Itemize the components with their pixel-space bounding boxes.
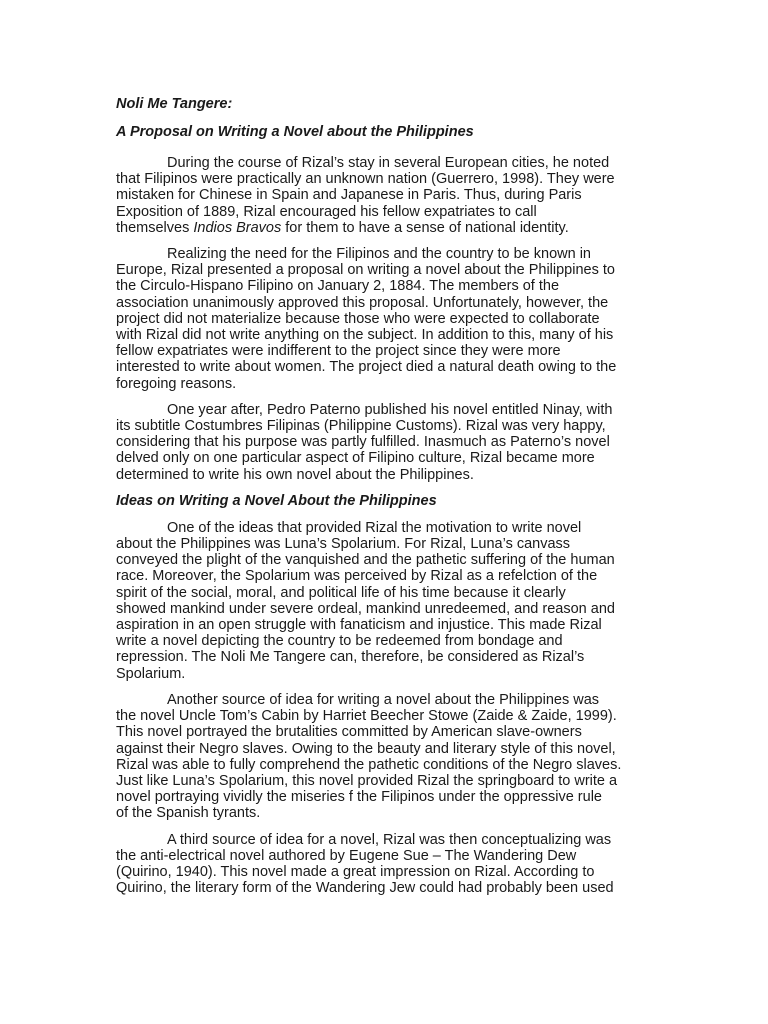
paragraph-line: Europe, Rizal presented a proposal on writing a novel about the Philippines to (116, 262, 615, 279)
paragraph-line: the novel Uncle Tom’s Cabin by Harriet Beecher Stowe (Zaide & Zaide, 1999). (116, 708, 617, 725)
paragraph-3 (116, 402, 652, 483)
paragraph-line: spirit of the social, moral, and political life of his time because it clearly (116, 584, 566, 601)
paragraph-line: conveyed the plight of the vanquished and the pathetic suffering of the human (116, 552, 615, 569)
paragraph-line: Quirino, the literary form of the Wandering Jew could had probably been used (116, 880, 614, 897)
paragraph-line: that Filipinos were practically an unknown nation (Guerrero, 1998). They were (116, 171, 615, 188)
paragraph-line: This novel portrayed the brutalities committed by American slave-owners (116, 724, 582, 741)
paragraph-line: write a novel depicting the country to be redeemed from bondage and (116, 633, 563, 650)
paragraph-line: foregoing reasons. (116, 375, 237, 392)
paragraph-line: with Rizal did not write anything on the subject. In addition to this, many of his (116, 327, 614, 344)
document-page (116, 96, 652, 906)
paragraph-line: of the Spanish tyrants. (116, 805, 261, 822)
paragraph-line: novel portraying vividly the miseries f the Filipinos under the oppressive rule (116, 789, 602, 806)
paragraph-line: its subtitle Costumbres Filipinas (Philippine Customs). Rizal was very happy, (116, 418, 606, 435)
paragraph-line: association unanimously approved this proposal. Unfortunately, however, the (116, 294, 609, 311)
paragraph-line: aspiration in an open struggle with fanaticism and injustice. This made Rizal (116, 617, 602, 634)
paragraph-line: Rizal was able to fully comprehend the pathetic conditions of the Negro slaves. (116, 756, 622, 773)
section-heading-ideas: Ideas on Writing a Novel About the Philippines (116, 492, 437, 509)
paragraph-line: showed mankind under severe ordeal, mankind unredeemed, and reason and (116, 600, 615, 617)
paragraph-line: Just like Luna’s Spolarium, this novel provided Rizal the springboard to write a (116, 772, 618, 789)
italic-phrase: Indios Bravos (193, 219, 282, 236)
paragraph-line: determined to write his own novel about the Philippines. (116, 466, 474, 483)
paragraph-line: the anti-electrical novel authored by Eugene Sue – The Wandering Dew (116, 847, 577, 864)
document-title: Noli Me Tangere: (116, 96, 233, 112)
section-heading-proposal: A Proposal on Writing a Novel about the Philippines (116, 124, 474, 140)
paragraph-line: the Circulo-Hispano Filipino on January 2, 1884. The members of the (116, 278, 560, 295)
paragraph-5 (116, 692, 652, 822)
paragraph-line: mistaken for Chinese in Spain and Japanese in Paris. Thus, during Paris (116, 187, 582, 204)
paragraph-line: against their Negro slaves. Owing to the beauty and literary style of this novel, (116, 740, 616, 757)
paragraph-line: repression. The Noli Me Tangere can, therefore, be considered as Rizal’s (116, 649, 585, 666)
paragraph-line: During the course of Rizal’s stay in several European cities, he noted (167, 155, 610, 171)
paragraph-line-end: for them to have a sense of national identity. (281, 219, 569, 236)
paragraph-line: fellow expatriates were indifferent to the project since they were more (116, 343, 561, 360)
paragraph-line: race. Moreover, the Spolarium was perceived by Rizal as a refelction of the (116, 568, 598, 585)
paragraph-4 (116, 520, 652, 682)
paragraph-line: Spolarium. (116, 665, 186, 682)
paragraph-6 (116, 832, 652, 897)
paragraph-line: One year after, Pedro Paterno published his novel entitled Ninay, with (167, 401, 613, 418)
paragraph-line: considering that his purpose was partly fulfilled. Inasmuch as Paterno’s novel (116, 434, 610, 451)
paragraph-line: project did not materialize because those who were expected to collaborate (116, 310, 600, 327)
paragraph-line: Another source of idea for writing a novel about the Philippines was (167, 691, 600, 708)
paragraph-line: interested to write about women. The project died a natural death owing to the (116, 359, 617, 376)
paragraph-line: delved only on one particular aspect of Filipino culture, Rizal became more (116, 450, 595, 467)
paragraph-line-start: themselves (116, 219, 194, 236)
paragraph-line (116, 220, 652, 236)
paragraph-line: Realizing the need for the Filipinos and the country to be known in (167, 246, 591, 263)
paragraph-line: Exposition of 1889, Rizal encouraged his fellow expatriates to call (116, 203, 537, 220)
paragraph-line: One of the ideas that provided Rizal the motivation to write novel (167, 519, 582, 536)
paragraph-2 (116, 246, 652, 392)
paragraph-line: about the Philippines was Luna’s Spolarium. For Rizal, Luna’s canvass (116, 536, 571, 553)
paragraph-line: (Quirino, 1940). This novel made a great impression on Rizal. According to (116, 863, 595, 880)
paragraph-line: A third source of idea for a novel, Rizal was then conceptualizing was (167, 831, 612, 848)
paragraph-1 (116, 155, 652, 236)
